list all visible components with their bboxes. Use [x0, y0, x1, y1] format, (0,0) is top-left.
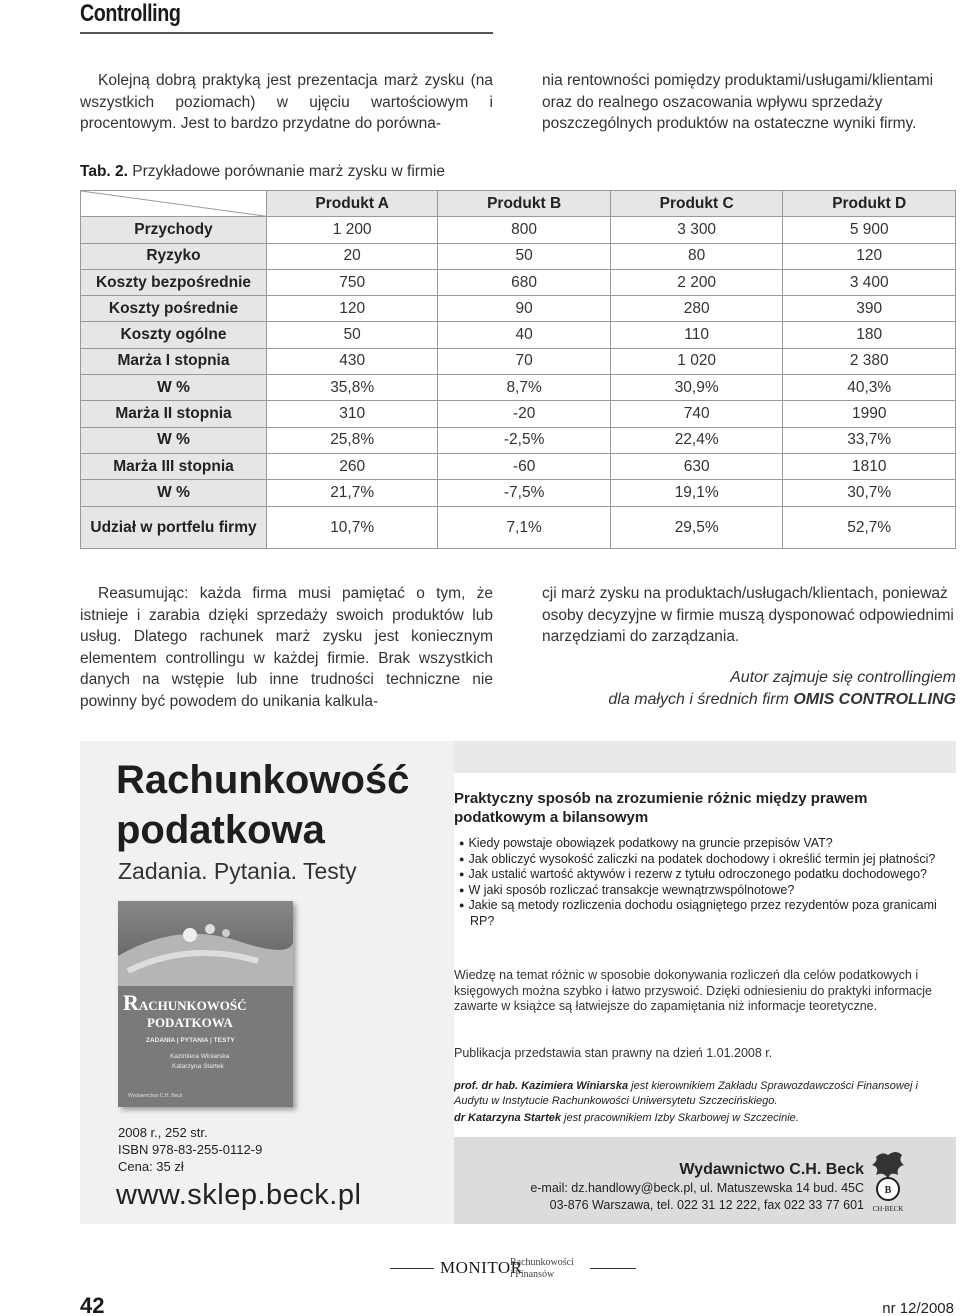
- list-item: ● Jakie są metody rozliczenia dochodu osiągniętego przez rezydentów poza granicami RP?: [454, 898, 944, 929]
- table-cell: 3 400: [783, 269, 956, 295]
- ad-author2-desc: jest pracownikiem Izby Skarbowej w Szczecinie.: [561, 1112, 799, 1124]
- table-row: [81, 269, 956, 295]
- book-cover-subtitle: ZADANIA | PYTANIA | TESTY: [146, 1037, 235, 1044]
- table-caption-label: Tab. 2.: [80, 163, 128, 180]
- list-item: ● Kiedy powstaje obowiązek podatkowy na gruncie przepisów VAT?: [454, 836, 944, 852]
- intro-left-column: Kolejną dobrą praktyką jest prezentacja marż zysku (na wszystkich poziomach) w ujęciu wartościowym i procentowym. Jest to bardzo przydatne do porówna-: [80, 72, 493, 132]
- footer-rule-right: [590, 1268, 636, 1269]
- ad-legal-status: Publikacja przedstawia stan prawny na dzień 1.01.2008 r.: [454, 1046, 773, 1060]
- summary-left-column: Reasumując: każda firma musi pamiętać o tym, że istnieje i zarabia dzięki sprzedaży swoich produktów lub usług. Dlatego rachunek marż zysku jest koniecznym elementem controllingu w każdej firmie. Brak wszystkich danych na wstępie lub inne trudności techniczne nie powinny być powodem do unikania kalkula-: [80, 585, 493, 710]
- table-row: [81, 322, 956, 348]
- summary-right-column: cji marż zysku na produktach/usługach/klientach, ponieważ osoby decyzyjne w firmie muszą dysponować odpowiednimi narzędziami do zarządzania.: [542, 585, 954, 645]
- table-cell: 5 900: [783, 217, 956, 243]
- row-label: Koszty pośrednie: [81, 296, 267, 322]
- table-cell: 1810: [783, 453, 956, 479]
- row-label: Ryzyko: [81, 243, 267, 269]
- ad-left-panel: [80, 741, 454, 1224]
- table-cell: 29,5%: [610, 506, 783, 548]
- table-cell: 80: [610, 243, 783, 269]
- table-cell: 1 200: [267, 217, 438, 243]
- ad-headline: Praktyczny sposób na zrozumienie różnic między prawem podatkowym a bilansowym: [454, 790, 868, 826]
- table-cell: 630: [610, 453, 783, 479]
- ad-author2-name: dr Katarzyna Startek: [454, 1112, 561, 1124]
- author-note-prefix: dla małych i średnich firm: [608, 691, 794, 708]
- book-isbn: ISBN 978-83-255-0112-9: [118, 1142, 263, 1157]
- ad-book-title-line2: podatkowa: [116, 808, 325, 852]
- book-cover-initial: R: [123, 990, 139, 1015]
- footer-magazine-subtitle: [510, 1257, 574, 1281]
- table-cell: 52,7%: [783, 506, 956, 548]
- author-note-line2: [608, 689, 956, 711]
- book-cover-title: [123, 990, 247, 1031]
- table-cell: 2 200: [610, 269, 783, 295]
- ad-description: Wiedzę na temat różnic w sposobie dokonywania rozliczeń dla celów podatkowych i księgowych można szybko i łatwo przyswoić. Dzięki odniesieniu do praktyki informacje zawarte w książce są łatwiejsze do zapamiętania niż informacje teoretyczne.: [454, 968, 932, 1013]
- footer-subtitle-line1: Rachunkowości: [510, 1257, 574, 1268]
- table-cell: 90: [438, 296, 611, 322]
- corner-diagonal-line: [81, 191, 266, 216]
- author-note-line1: Autor zajmuje się controllingiem: [730, 669, 956, 686]
- row-label: Marża I stopnia: [81, 348, 267, 374]
- publisher-email-address: e-mail: dz.handlowy@beck.pl, ul. Matuszewska 14 bud. 45C: [530, 1181, 864, 1195]
- row-label: Koszty ogólne: [81, 322, 267, 348]
- table-cell: 800: [438, 217, 611, 243]
- book-cover-title-line1: ACHUNKOWOŚĆ: [138, 998, 247, 1013]
- ad-author1-desc: jest kierownikiem Zakładu Sprawozdawczości Finansowej i Audytu w Instytucie Rachunkowości Uniwersytetu Szczecińskiego.: [454, 1080, 918, 1107]
- book-year-pages: 2008 r., 252 str.: [118, 1125, 208, 1140]
- row-label: W %: [81, 480, 267, 506]
- table-row: [81, 348, 956, 374]
- table-row: [81, 427, 956, 453]
- shop-url-link[interactable]: www.sklep.beck.pl: [116, 1179, 362, 1211]
- table-cell: 260: [267, 453, 438, 479]
- book-cover-publisher: Wydawnictwo C.H. Beck: [128, 1093, 183, 1099]
- chbeck-logo-icon: [868, 1149, 908, 1217]
- footer-magazine-name: MONITOR: [440, 1258, 523, 1277]
- table-cell: 8,7%: [438, 375, 611, 401]
- book-details: [118, 1124, 262, 1175]
- table-caption-text: Przykładowe porównanie marż zysku w firmie: [127, 163, 445, 180]
- author-company: OMIS CONTROLLING: [793, 691, 956, 708]
- table-cell: 110: [610, 322, 783, 348]
- table-row: [81, 480, 956, 506]
- publisher-contact: [530, 1180, 864, 1214]
- table-cell: -2,5%: [438, 427, 611, 453]
- row-label: W %: [81, 427, 267, 453]
- ad-book-subtitle: Zadania. Pytania. Testy: [118, 858, 357, 884]
- table-cell: 33,7%: [783, 427, 956, 453]
- table-cell: 50: [438, 243, 611, 269]
- table-cell: -7,5%: [438, 480, 611, 506]
- book-cover-art: [118, 901, 293, 986]
- table-cell: 430: [267, 348, 438, 374]
- table-row: [81, 401, 956, 427]
- row-label: Udział w portfelu firmy: [81, 506, 267, 548]
- table-cell: 19,1%: [610, 480, 783, 506]
- section-title: Controlling: [80, 0, 181, 27]
- table-cell: 40: [438, 322, 611, 348]
- publisher-name: Wydawnictwo C.H. Beck: [679, 1161, 864, 1178]
- intro-right-column: nia rentowności pomiędzy produktami/usługami/klientami oraz do realnego oszacowania wpływu sprzedaży poszczególnych produktów na ostateczne wyniki firmy.: [542, 72, 934, 132]
- table-cell: 740: [610, 401, 783, 427]
- table-cell: 120: [267, 296, 438, 322]
- table-cell: 1990: [783, 401, 956, 427]
- book-cover-title-line2: PODATKOWA: [147, 1015, 233, 1030]
- table-cell: 680: [438, 269, 611, 295]
- table-cell: 50: [267, 322, 438, 348]
- row-label: Marża III stopnia: [81, 453, 267, 479]
- table-cell: 70: [438, 348, 611, 374]
- table-cell: 20: [267, 243, 438, 269]
- author-note: [608, 667, 956, 711]
- table-cell: 7,1%: [438, 506, 611, 548]
- footer-rule-left: [390, 1268, 434, 1269]
- table-cell: 22,4%: [610, 427, 783, 453]
- table-cell: 310: [267, 401, 438, 427]
- table-cell: 30,9%: [610, 375, 783, 401]
- ad-right-panel: [454, 741, 956, 1224]
- ad-author1-name: prof. dr hab. Kazimiera Winiarska: [454, 1080, 629, 1092]
- table-cell: 2 380: [783, 348, 956, 374]
- column-header-produkt-a: Produkt A: [267, 191, 438, 217]
- footer-subtitle-line2: i Finansów: [510, 1269, 555, 1280]
- margin-comparison-table: [80, 190, 956, 549]
- list-item: ● Jak ustalić wartość aktywów i rezerw z tytułu odroczonego podatku dochodowego?: [454, 867, 944, 883]
- table-cell: 25,8%: [267, 427, 438, 453]
- table-row: [81, 243, 956, 269]
- table-caption: [80, 163, 445, 181]
- table-cell: 280: [610, 296, 783, 322]
- column-header-produkt-c: Produkt C: [610, 191, 783, 217]
- page-number: 42: [80, 1293, 105, 1316]
- table-cell: -60: [438, 453, 611, 479]
- issue-number: nr 12/2008: [882, 1300, 954, 1316]
- book-price: Cena: 35 zł: [118, 1159, 184, 1174]
- svg-text:B: B: [884, 1185, 892, 1196]
- row-label: Przychody: [81, 217, 267, 243]
- table-cell: 30,7%: [783, 480, 956, 506]
- column-header-produkt-b: Produkt B: [438, 191, 611, 217]
- table-corner-cell: [81, 191, 267, 217]
- table-row: [81, 296, 956, 322]
- logo-text: CH·BECK: [872, 1205, 904, 1213]
- list-item: ● W jaki sposób rozliczać transakcje wewnątrzwspólnotowe?: [454, 883, 944, 899]
- row-label: W %: [81, 375, 267, 401]
- row-label: Koszty bezpośrednie: [81, 269, 267, 295]
- book-cover-image: [118, 901, 293, 1107]
- table-cell: 3 300: [610, 217, 783, 243]
- table-cell: 40,3%: [783, 375, 956, 401]
- table-row: [81, 375, 956, 401]
- list-item: ● Jak obliczyć wysokość zaliczki na podatek dochodowy i określić termin jej płatności?: [454, 852, 944, 868]
- row-label: Marża II stopnia: [81, 401, 267, 427]
- table-header-row: [81, 191, 956, 217]
- ad-author2-bio: [454, 1112, 954, 1124]
- table-cell: 35,8%: [267, 375, 438, 401]
- table-row: [81, 506, 956, 548]
- book-advertisement: [80, 741, 956, 1224]
- table-cell: 750: [267, 269, 438, 295]
- publisher-phone: 03-876 Warszawa, tel. 022 31 12 222, fax 022 33 77 601: [549, 1198, 864, 1212]
- ad-book-title: [116, 755, 409, 855]
- spheres-illustration-icon: [118, 901, 293, 986]
- book-cover-author2: Katarzyna Startek: [172, 1063, 224, 1070]
- table-cell: 390: [783, 296, 956, 322]
- table-cell: 1 020: [610, 348, 783, 374]
- table-cell: -20: [438, 401, 611, 427]
- ad-top-band: [454, 741, 956, 773]
- title-rule: [80, 32, 493, 34]
- ad-author1-bio: [454, 1079, 954, 1109]
- book-cover-author1: Kazimiera Winiarska: [170, 1053, 230, 1060]
- table-cell: 21,7%: [267, 480, 438, 506]
- ad-question-list: [454, 836, 944, 929]
- table-cell: 10,7%: [267, 506, 438, 548]
- table-row: [81, 453, 956, 479]
- table-row: [81, 217, 956, 243]
- ad-book-title-line1: Rachunkowość: [116, 758, 410, 802]
- column-header-produkt-d: Produkt D: [783, 191, 956, 217]
- table-cell: 120: [783, 243, 956, 269]
- table-cell: 180: [783, 322, 956, 348]
